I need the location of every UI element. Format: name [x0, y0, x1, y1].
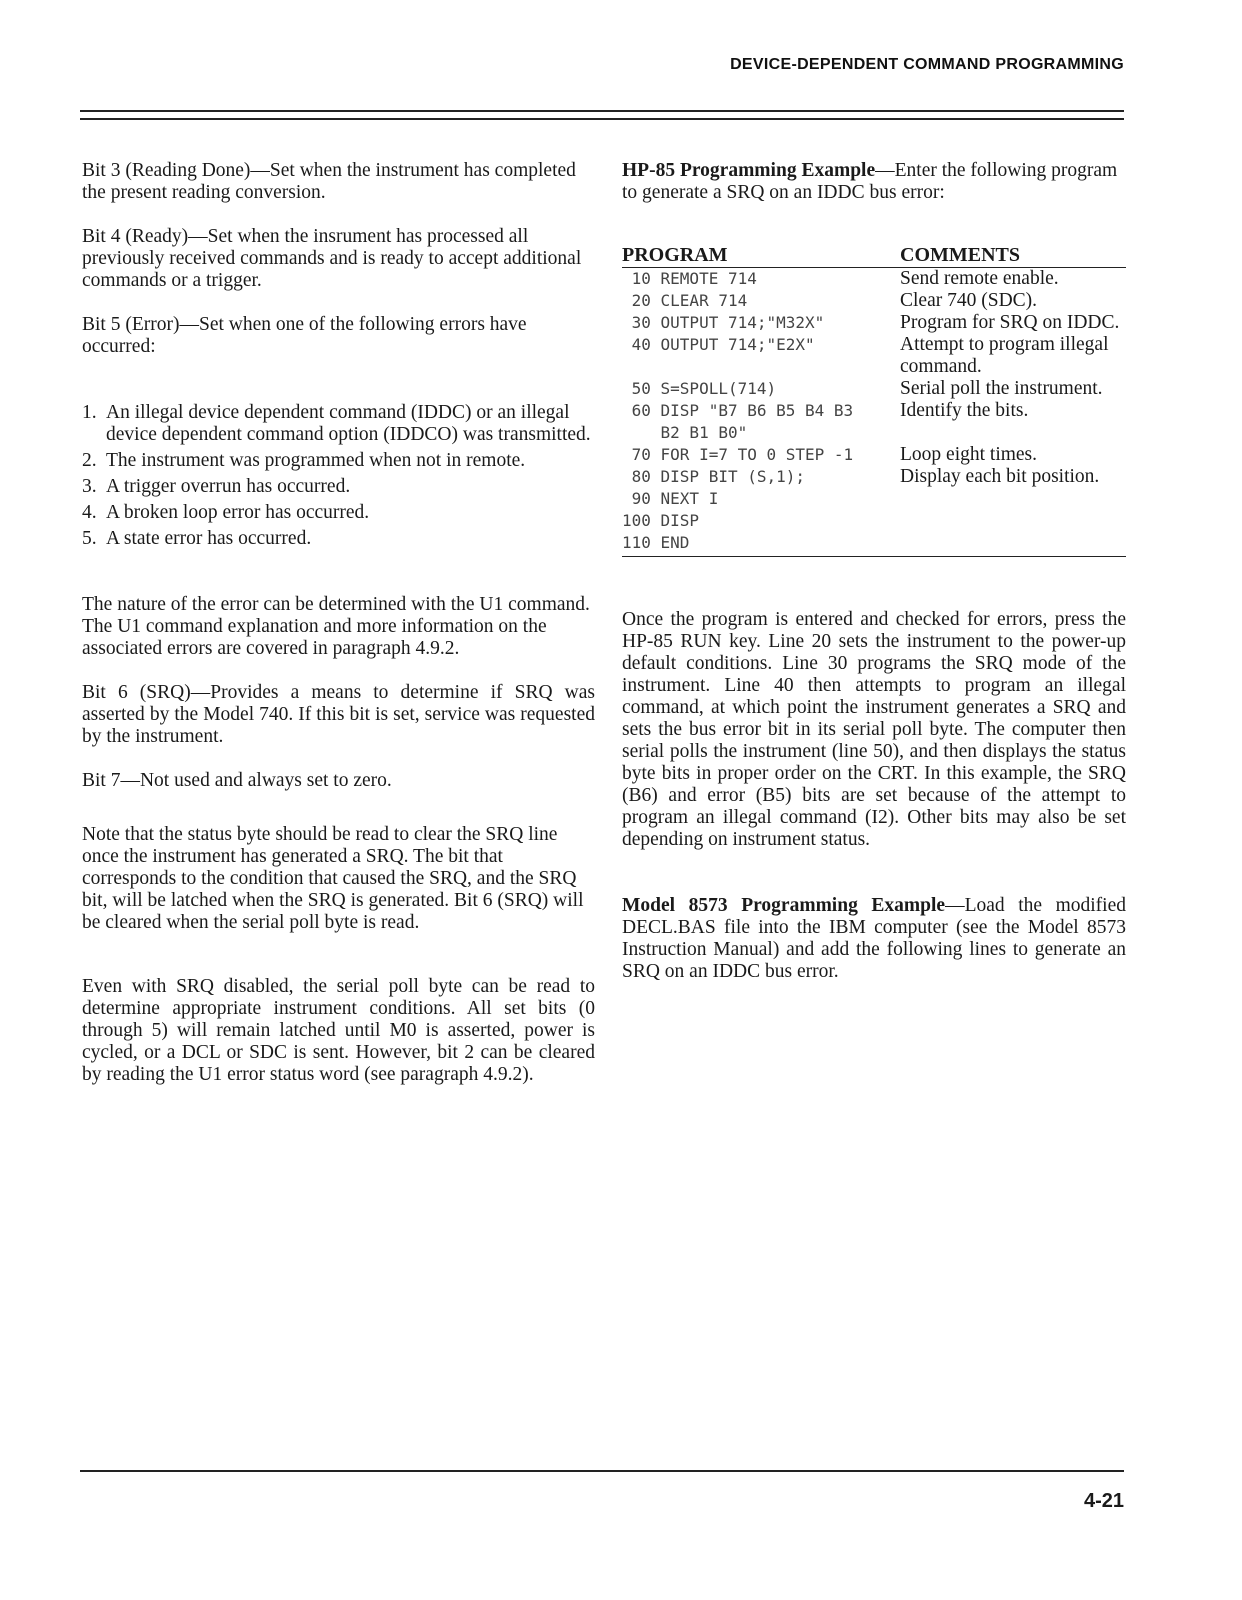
page-number: 4-21 — [1083, 1490, 1124, 1512]
table-row: 60 DISP "B7 B6 B5 B4 B3 B2 B1 B0" Identify the bits. — [631, 400, 1029, 442]
note-paragraph: Note that the status byte should be read to clear the SRQ line once the instrument has generated a SRQ. The bit that corresponds to the condition that caused the SRQ, and the SRQ bit, will be latched when the SRQ is generated. Bit 6 (SRQ) will be cleared when the serial poll byte is read. — [82, 824, 584, 933]
model8573-paragraph — [622, 895, 1126, 983]
nature-paragraph: The nature of the error can be determined with the U1 command. The U1 command explanation and more information on the associated errors are covered in paragraph 4.9.2. — [82, 594, 590, 659]
header-rule-2 — [80, 118, 1124, 120]
program-column-header: PROGRAM — [622, 244, 728, 266]
error-item: 3. A trigger overrun has occurred. — [82, 476, 351, 497]
table-header — [622, 244, 1126, 268]
bit6-paragraph: Bit 6 (SRQ)—Provides a means to determine if SRQ was asserted by the Model 740. If this bit is set, service was requested by the instrument. — [82, 682, 595, 747]
comments-column-header: COMMENTS — [900, 244, 1020, 266]
explanation-paragraph: Once the program is entered and checked for errors, press the HP-85 RUN key. Line 20 sets the instrument to the power-up default conditions. Line 30 programs the SRQ mode of the instrument. Line 40 then attempts to program an illegal command, at which point the instrument generates a SRQ and sets the bus error bit in its serial poll byte. The computer then serial polls the instrument (line 50), and then displays the status byte bits in proper order on the CRT. In this example, the SRQ (B6) and error (B5) bits are set because of the attempt to program an illegal command (I2). Other bits may also be set depending on instrument status. — [622, 609, 1126, 850]
srq-disabled-paragraph: Even with SRQ disabled, the serial poll byte can be read to determine appropriate instrument conditions. All set bits (0 through 5) will remain latched until M0 is asserted, power is cycled, or a DCL or SDC is sent. However, bit 2 can be cleared by reading the U1 error status word (see paragraph 4.9.2). — [82, 976, 595, 1085]
table-row: 10 REMOTE 714 Send remote enable. — [622, 268, 1059, 289]
table-row: 30 OUTPUT 714;"M32X" Program for SRQ on IDDC. — [622, 312, 1120, 333]
bit3-paragraph: Bit 3 (Reading Done)—Set when the instrument has completed the present reading conversion. — [82, 160, 576, 203]
table-row: 50 S=SPOLL(714) Serial poll the instrument. — [622, 378, 1103, 399]
table-row: 90 NEXT I — [622, 489, 719, 508]
footer-rule — [80, 1470, 1124, 1472]
bit5-paragraph: Bit 5 (Error)—Set when one of the following errors have occurred: — [82, 314, 527, 357]
running-header: DEVICE-DEPENDENT COMMAND PROGRAMMING — [730, 56, 1124, 73]
table-row: 110 END — [622, 533, 690, 552]
error-item: 1. An illegal device dependent command (IDDC) or an illegal device dependent command option (IDDCO) was transmitted. — [82, 402, 591, 445]
table-row: 70 FOR I=7 TO 0 STEP -1 Loop eight times. — [622, 444, 1038, 465]
hp85-intro — [622, 160, 1126, 204]
program-table — [622, 244, 1126, 557]
model8573-text: —Load the modified DECL.BAS file into the IBM computer (see the Model 8573 Instruction Manual) and add the following lines to generate an SRQ on an IDDC bus error. — [622, 895, 1126, 982]
hp85-text: —Enter the following program to generate a SRQ on an IDDC bus error: — [622, 160, 1118, 203]
table-bottom-rule — [622, 556, 1126, 557]
table-row: 40 OUTPUT 714;"E2X" Attempt to program illegal command. — [622, 334, 1109, 377]
header-rule-1 — [80, 110, 1124, 112]
bit7-paragraph: Bit 7—Not used and always set to zero. — [82, 770, 392, 791]
error-item: 5. A state error has occurred. — [82, 528, 312, 549]
bit4-paragraph: Bit 4 (Ready)—Set when the insrument has processed all previously received commands and is ready to accept additional commands or a trigger. — [82, 226, 582, 291]
table-row: 100 DISP — [622, 511, 700, 530]
table-row: 20 CLEAR 714 Clear 740 (SDC). — [622, 290, 1038, 311]
left-column — [82, 160, 595, 1086]
table-row: 80 DISP BIT (S,1); Display each bit position. — [622, 466, 1100, 487]
error-item: 4. A broken loop error has occurred. — [82, 502, 370, 523]
error-item: 2. The instrument was programmed when not in remote. — [82, 450, 526, 471]
right-column — [622, 160, 1126, 983]
error-list — [82, 402, 595, 550]
model8573-title: Model 8573 Programming Example — [622, 895, 946, 916]
hp85-title: HP-85 Programming Example — [622, 160, 876, 181]
